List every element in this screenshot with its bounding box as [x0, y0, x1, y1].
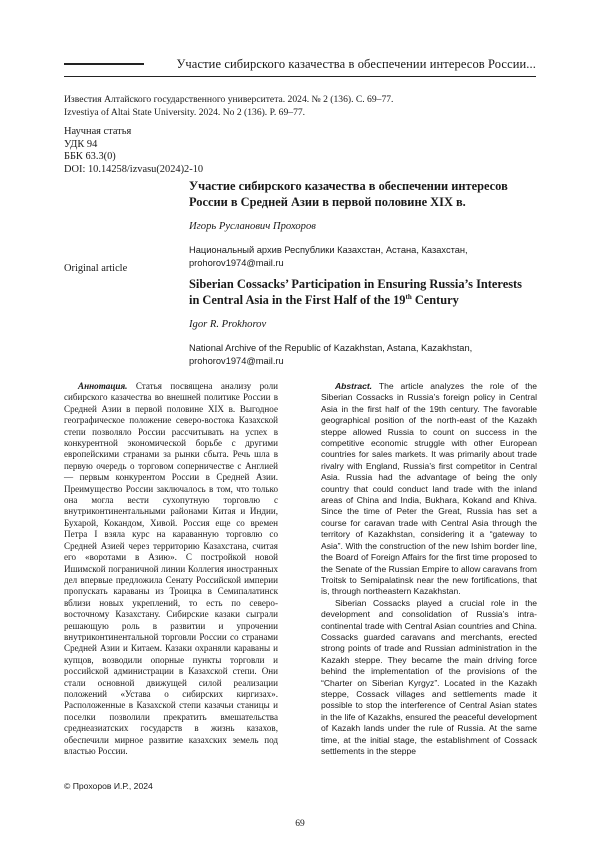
article-type: Научная статья: [64, 126, 132, 137]
en-title-line-2-end: Century: [411, 293, 459, 307]
citation-en: Izvestiya of Altai State University. 2024. No 2 (136). P. 69–77.: [64, 106, 306, 118]
citation-ru: Известия Алтайского государственного университета. 2024. № 2 (136). С. 69–77.: [64, 94, 394, 105]
en-affiliation: [189, 342, 549, 367]
en-title-superscript: th: [405, 292, 412, 301]
original-article-label: Original article: [64, 263, 128, 274]
en-title-line-2-text: in Central Asia in the First Half of the 19: [189, 293, 406, 307]
ru-title-line-2: России в Средней Азии в первой половине XIX в.: [189, 195, 466, 209]
article-metadata: [64, 126, 203, 176]
ru-email: prohorov1974@mail.ru: [189, 257, 284, 268]
abstract-ru-text: Статья посвящена анализу роли сибирского казачества во внешней политике России в Средней Азии в первой половине XIX в. Выгодное географическое положение северо-востока Казахской степи позволяло России рассчитывать на успех в конкурентной экономической борьбе с другими европейскими странами за рынки сбыта. Речь шла в первую очередь о торговом соперничестве с Англией — первым конкурентом России в Средней Азии. Преимущество России заключалось в том, что только она могла вести сухопутную торговлю с внутриконтинентальными районами Китая и Индии, Бухарой, Кокандом, Хивой. Россия еще со времен Петра I взяла курс на караванную торговлю со Средней Азией через территорию Казахстана, считая его «воротами в Азию». С постройкой новой Ишимской пограничной линии Коллегия иностранных дел впервые предложила Сенату Российской империи пропускать караваны из Троицка в Семипалатинск вблизи новых укреплений, то есть по северо-восточному Казахстану. Сибирские казаки сыграли решающую роль в развитии и упрочении внутриконтинентальной торговли России со странами Средней Азии и Китаем. Казаки охраняли караваны и купцов, возводили опорные пункты торговли и российской администрации в Казахской степи. Они стали основной движущей силой реализации положений «Устава о сибирских киргизах». Расположенные в Казахской степи казачьи станицы и поселки позволили прекратить вмешательства среднеазиатских государств в жизнь казахов, обеспечили мирное развитие казахских земель под властью России.: [64, 381, 278, 756]
ru-title: [189, 178, 549, 210]
abstract-en-text-1: The article analyzes the role of the Siberian Cossacks in Russia’s foreign policy in Central Asia in the first half of the 19th century. The favorable geographical position of the north-east of the Kazakh steppe allowed Russia to count on success in the competitive economic struggle with other European countries for sales markets. It was primarily about trade rivalry with England, Russia’s first competitor in Central Asia. Russia had the advantage of being the only country that could conduct land trade with the inland areas of China and India, Bukhara, Kokand and Khiva. Since the time of Peter the Great, Russia has set a course for caravan trade with Central Asia through the territory of Kazakhstan, considering it a “gateway to Asia”. With the construction of the new Ishim border line, the Board of Foreign Affairs for the first time proposed to the Senate of the Russian Empire to allow caravans from Troitsk to Semipalatinsk near the new fortifications, that is, through northeastern Kazakhstan.: [321, 381, 537, 597]
en-title: [189, 276, 549, 308]
en-affiliation-text: National Archive of the Republic of Kazakhstan, Astana, Kazakhstan,: [189, 343, 473, 353]
ru-author: Игорь Русланович Прохоров: [189, 221, 316, 232]
ru-affiliation: [189, 244, 549, 269]
ru-title-line-1: Участие сибирского казачества в обеспечении интересов: [189, 179, 508, 193]
abstract-en-paragraph-1: [321, 381, 537, 598]
doi: DOI: 10.14258/izvasu(2024)2-10: [64, 163, 204, 175]
bbk-code: ББК 63.3(0): [64, 151, 116, 163]
en-title-line-2: [189, 292, 549, 308]
ru-affiliation-text: Национальный архив Республики Казахстан, Астана, Казахстан,: [189, 245, 468, 255]
en-article-heading: [189, 276, 549, 367]
abstract-ru-column: [64, 381, 278, 757]
abstract-en-label: Abstract.: [335, 381, 373, 391]
header-rule-accent: [64, 63, 144, 65]
running-header: [64, 54, 536, 77]
page-number: 69: [295, 819, 305, 829]
copyright-notice: © Прохоров И.Р., 2024: [64, 781, 153, 791]
abstract-ru-paragraph: [64, 381, 278, 757]
abstract-en-column: [321, 381, 537, 757]
abstract-en-paragraph-2: Siberian Cossacks played a crucial role in the development and consolidation of Russia’s intra-continental trade with Central Asian countries and China. Cossacks guarded caravans and merchants, erected strong points of trade and Russian administration in the Kazakh steppe. They became the main driving force behind the implementation of the provisions of the “Charter on Siberian Kyrgyz”. Located in the Kazakh steppe, Cossack villages and settlements made it possible to stop the interference of Central Asian states in the life of Kazakhs, ensured the peaceful development of Kazakh lands under the rule of Russia. At the same time, at the initial stage, the establishment of Cossack settlements in the steppe: [321, 597, 537, 756]
ru-article-heading: [189, 178, 549, 269]
udk-code: УДК 94: [64, 138, 98, 150]
citation-block: [64, 94, 393, 119]
abstract-ru-label: Аннотация.: [78, 381, 128, 391]
en-author: Igor R. Prokhorov: [189, 319, 267, 330]
en-title-line-1: Siberian Cossacks’ Participation in Ensuring Russia’s Interests: [189, 277, 522, 291]
en-email: prohorov1974@mail.ru: [189, 355, 284, 366]
running-title: Участие сибирского казачества в обеспечении интересов России...: [176, 57, 536, 71]
